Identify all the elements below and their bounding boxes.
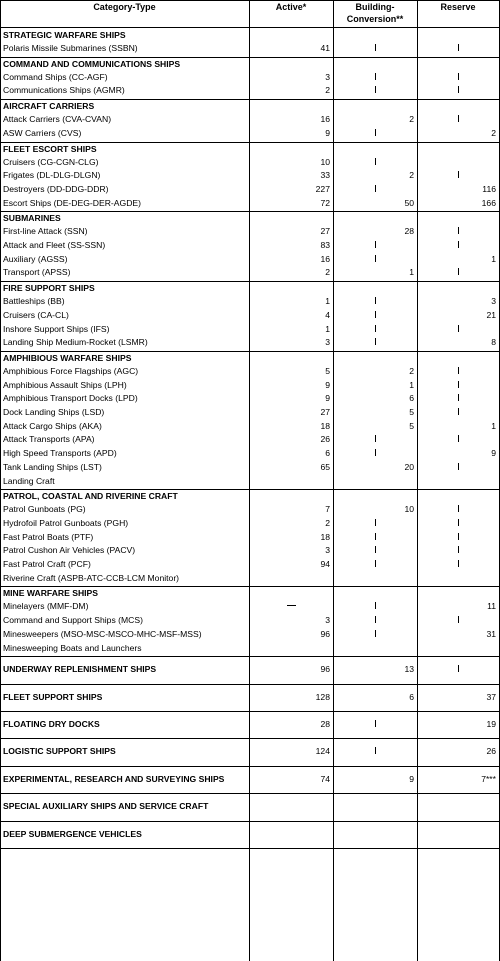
row-label: Riverine Craft (ASPB-ATC-CCB-LCM Monitor) <box>3 572 180 583</box>
row-label: Auxiliary (AGSS) <box>3 253 68 264</box>
building-dash <box>375 73 376 80</box>
building-dash <box>375 255 376 262</box>
building-dash <box>375 519 376 526</box>
row-label: ASW Carriers (CVS) <box>3 127 82 138</box>
row-label: Frigates (DL-DLG-DLGN) <box>3 170 101 181</box>
section-title: STRATEGIC WARFARE SHIPS <box>3 30 126 40</box>
section-divider <box>0 489 500 490</box>
reserve-value: 37 <box>486 691 496 702</box>
reserve-value: 7*** <box>481 773 496 784</box>
active-value: 1 <box>325 323 330 334</box>
row-label: Cruisers (CA-CL) <box>3 309 69 320</box>
building-value: 9 <box>409 773 414 784</box>
building-dash <box>375 325 376 332</box>
col-border-building <box>417 0 418 961</box>
active-value: 3 <box>325 71 330 82</box>
reserve-dash <box>458 394 459 401</box>
row-label: Cruisers (CG-CGN-CLG) <box>3 156 99 167</box>
row-label: Minelayers (MMF-DM) <box>3 601 89 612</box>
reserve-value: 3 <box>491 296 496 307</box>
active-value: 18 <box>320 531 330 542</box>
section-divider <box>0 711 500 712</box>
reserve-value: 19 <box>486 719 496 729</box>
row-label: Destroyers (DD-DDG-DDR) <box>3 183 109 194</box>
active-value: 94 <box>320 559 330 569</box>
active-value: 2 <box>325 517 330 528</box>
active-value: 28 <box>320 719 330 729</box>
active-value: 16 <box>320 253 330 264</box>
active-value: 16 <box>320 114 330 125</box>
row-label: First-line Attack (SSN) <box>3 226 88 237</box>
active-value: 128 <box>315 691 330 702</box>
active-value: 3 <box>325 337 330 348</box>
building-dash <box>375 44 376 51</box>
building-dash <box>375 630 376 637</box>
row-label: Inshore Support Ships (IFS) <box>3 323 110 334</box>
building-dash <box>375 560 376 567</box>
active-value: 5 <box>325 365 330 376</box>
section-divider <box>0 848 500 849</box>
row-label: Patrol Cushon Air Vehicles (PACV) <box>3 545 136 556</box>
section-divider <box>0 281 500 282</box>
section-divider <box>0 656 500 657</box>
section-title: FLEET SUPPORT SHIPS <box>3 691 103 702</box>
section-title: FLEET ESCORT SHIPS <box>3 143 97 154</box>
building-dash <box>375 616 376 623</box>
active-value: 4 <box>325 309 330 320</box>
building-dash <box>375 720 376 727</box>
active-value: 26 <box>320 434 330 445</box>
building-dash <box>375 747 376 754</box>
header-reserve: Reserve <box>440 2 476 12</box>
row-label: Attack Carriers (CVA-CVAN) <box>3 114 112 125</box>
row-label: Minesweeping Boats and Launchers <box>3 642 142 653</box>
reserve-dash <box>458 533 459 540</box>
row-label: Amphibious Transport Docks (LPD) <box>3 393 138 404</box>
row-label: Command Ships (CC-AGF) <box>3 71 108 82</box>
reserve-dash <box>458 546 459 553</box>
row-label: High Speed Transports (APD) <box>3 448 117 459</box>
active-value: 41 <box>320 43 330 53</box>
row-label: Communications Ships (AGMR) <box>3 85 125 96</box>
building-value: 5 <box>409 407 414 417</box>
section-divider <box>0 586 500 587</box>
reserve-value: 1 <box>491 420 496 431</box>
building-dash <box>375 86 376 93</box>
section-title: UNDERWAY REPLENISHMENT SHIPS <box>3 664 157 675</box>
col-border-left <box>0 0 1 961</box>
building-dash <box>375 435 376 442</box>
active-value: 10 <box>320 156 330 167</box>
section-title: SUBMARINES <box>3 213 61 224</box>
active-value: 18 <box>320 420 330 431</box>
reserve-dash <box>458 463 459 470</box>
row-label: Attack and Fleet (SS-SSN) <box>3 240 106 250</box>
reserve-dash <box>458 505 459 512</box>
reserve-dash <box>458 73 459 80</box>
row-label: Escort Ships (DE-DEG-DER-AGDE) <box>3 197 141 208</box>
reserve-dash <box>458 381 459 388</box>
active-value: 74 <box>320 773 330 784</box>
building-value: 5 <box>409 420 414 431</box>
row-label: Hydrofoil Patrol Gunboats (PGH) <box>3 517 129 528</box>
reserve-dash <box>458 171 459 178</box>
building-value: 10 <box>404 504 414 515</box>
active-value: 2 <box>325 85 330 96</box>
active-value: 3 <box>325 545 330 556</box>
building-value: 6 <box>409 393 414 404</box>
reserve-value: 116 <box>482 183 496 194</box>
active-value: 6 <box>325 448 330 459</box>
row-label: Transport (APSS) <box>3 267 71 278</box>
col-border-category <box>249 0 250 961</box>
reserve-dash <box>458 616 459 623</box>
row-label: Dock Landing Ships (LSD) <box>3 407 105 417</box>
reserve-dash <box>458 665 459 672</box>
reserve-value: 9 <box>491 448 496 459</box>
reserve-dash <box>458 519 459 526</box>
active-value: 3 <box>325 615 330 626</box>
section-divider <box>0 738 500 739</box>
header-building-line2: Conversion** <box>346 14 404 24</box>
reserve-dash <box>458 408 459 415</box>
active-value: 65 <box>320 461 330 472</box>
section-divider <box>0 99 500 100</box>
building-value: 1 <box>409 267 414 278</box>
row-label: Landing Ship Medium-Rocket (LSMR) <box>3 337 148 348</box>
reserve-dash <box>458 227 459 234</box>
section-title: LOGISTIC SUPPORT SHIPS <box>3 746 116 757</box>
building-value: 28 <box>404 226 414 237</box>
reserve-dash <box>458 86 459 93</box>
section-title: EXPERIMENTAL, RESEARCH AND SURVEYING SHIPS <box>3 773 225 784</box>
section-title: AMPHIBIOUS WARFARE SHIPS <box>3 352 132 363</box>
reserve-value: 11 <box>487 601 496 612</box>
active-value: 83 <box>320 240 330 250</box>
header-active: Active* <box>275 2 307 12</box>
building-value: 1 <box>409 379 414 390</box>
active-value: 227 <box>315 183 330 194</box>
section-divider <box>0 821 500 822</box>
section-divider <box>0 684 500 685</box>
header-building-line1: Building- <box>355 2 395 12</box>
building-dash <box>375 533 376 540</box>
row-label: Attack Transports (APA) <box>3 434 95 445</box>
row-label: Command and Support Ships (MCS) <box>3 615 143 626</box>
row-label: Tank Landing Ships (LST) <box>3 461 102 472</box>
building-dash <box>375 129 376 136</box>
reserve-dash <box>458 241 459 248</box>
active-dash <box>287 605 296 606</box>
section-title: MINE WARFARE SHIPS <box>3 588 99 599</box>
header-top-border <box>0 0 500 1</box>
reserve-dash <box>458 367 459 374</box>
building-value: 20 <box>404 461 414 472</box>
active-value: 9 <box>325 379 330 390</box>
building-dash <box>375 602 376 609</box>
section-title: SPECIAL AUXILIARY SHIPS AND SERVICE CRAFT <box>3 801 209 812</box>
row-label: Battleships (BB) <box>3 296 65 307</box>
section-title: FLOATING DRY DOCKS <box>3 719 100 729</box>
section-divider <box>0 211 500 212</box>
row-label: Polaris Missile Submarines (SSBN) <box>3 43 138 53</box>
row-label: Minesweepers (MSO-MSC-MSCO-MHC-MSF-MSS) <box>3 628 202 639</box>
building-value: 13 <box>404 664 414 675</box>
active-value: 2 <box>325 267 330 278</box>
active-value: 33 <box>320 170 330 181</box>
reserve-value: 31 <box>486 628 496 639</box>
reserve-value: 26 <box>486 746 496 757</box>
building-dash <box>375 546 376 553</box>
reserve-value: 1 <box>491 253 496 264</box>
reserve-dash <box>458 560 459 567</box>
row-label: Amphibious Assault Ships (LPH) <box>3 379 127 390</box>
row-label: Fast Patrol Craft (PCF) <box>3 559 91 569</box>
building-value: 2 <box>409 170 414 181</box>
section-title: COMMAND AND COMMUNICATIONS SHIPS <box>3 58 181 69</box>
section-title: FIRE SUPPORT SHIPS <box>3 283 95 294</box>
active-value: 9 <box>325 393 330 404</box>
col-border-active <box>333 0 334 961</box>
building-dash <box>375 449 376 456</box>
reserve-value: 21 <box>486 309 496 320</box>
active-value: 124 <box>315 746 330 757</box>
section-title: DEEP SUBMERGENCE VEHICLES <box>3 828 142 839</box>
active-value: 96 <box>320 664 330 675</box>
reserve-dash <box>458 268 459 275</box>
building-value: 2 <box>409 365 414 376</box>
reserve-dash <box>458 44 459 51</box>
active-value: 27 <box>320 407 330 417</box>
active-value: 7 <box>325 504 330 515</box>
header-category: Category-Type <box>93 2 156 12</box>
reserve-dash <box>458 435 459 442</box>
building-value: 6 <box>409 691 414 702</box>
building-value: 50 <box>404 197 414 208</box>
building-dash <box>375 185 376 192</box>
reserve-value: 8 <box>491 337 496 348</box>
row-label: Amphibious Force Flagships (AGC) <box>3 365 139 376</box>
building-dash <box>375 297 376 304</box>
active-value: 96 <box>320 628 330 639</box>
building-dash <box>375 338 376 345</box>
row-label: Attack Cargo Ships (AKA) <box>3 420 102 431</box>
row-label: Landing Craft <box>3 475 55 486</box>
building-value: 2 <box>409 114 414 125</box>
section-title: AIRCRAFT CARRIERS <box>3 101 95 112</box>
section-title: PATROL, COASTAL AND RIVERINE CRAFT <box>3 491 178 502</box>
reserve-value: 2 <box>491 127 496 138</box>
header-bottom-border <box>0 27 500 28</box>
building-dash <box>375 158 376 165</box>
reserve-dash <box>458 115 459 122</box>
active-value: 9 <box>325 127 330 138</box>
section-divider <box>0 793 500 794</box>
building-dash <box>375 241 376 248</box>
section-divider <box>0 766 500 767</box>
row-label: Fast Patrol Boats (PTF) <box>3 531 94 542</box>
active-value: 1 <box>325 296 330 307</box>
row-label: Patrol Gunboats (PG) <box>3 504 86 515</box>
building-dash <box>375 311 376 318</box>
active-value: 27 <box>320 226 330 237</box>
reserve-dash <box>458 325 459 332</box>
reserve-value: 166 <box>481 197 496 208</box>
active-value: 72 <box>320 197 330 208</box>
section-divider <box>0 351 500 352</box>
